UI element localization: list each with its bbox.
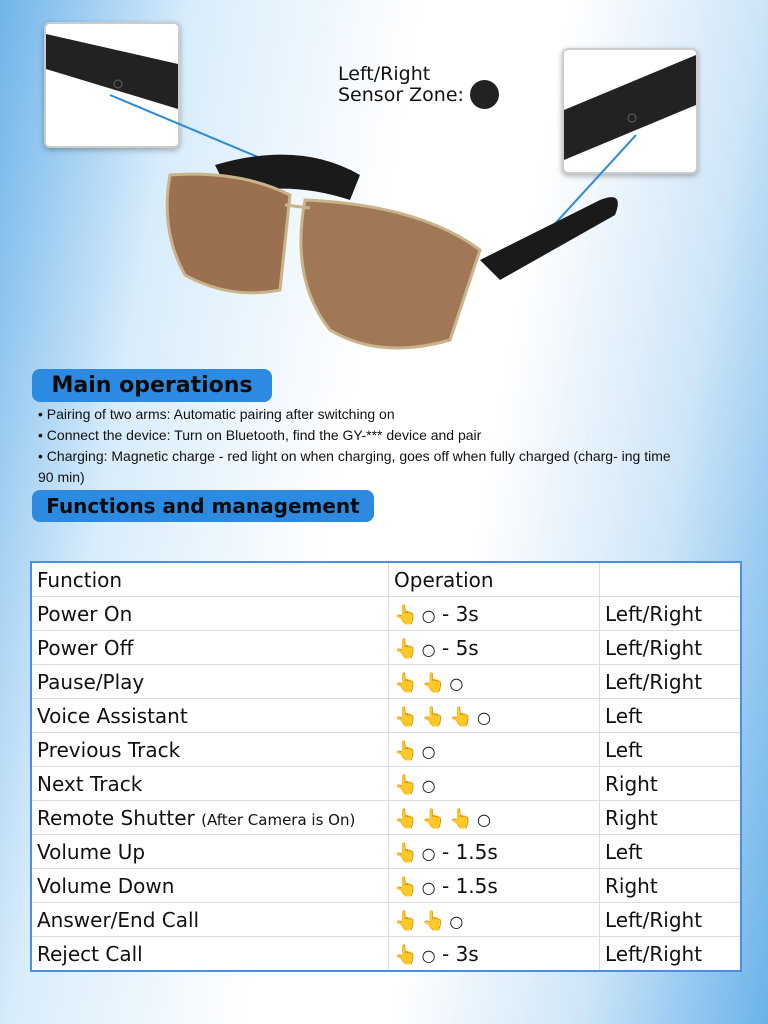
function-cell [31, 631, 389, 665]
operation-cell [389, 699, 600, 733]
main-operations-heading: Main operations [32, 369, 272, 402]
tap-hand-icon: 👆 [394, 705, 418, 728]
sensor-circle-icon: ○ [449, 673, 464, 693]
tap-hand-icon: 👆 [421, 909, 446, 932]
tap-hand-icon: 👆 [449, 807, 474, 830]
side-cell: Left [600, 699, 742, 733]
tap-hand-icon: 👆 [449, 705, 474, 728]
side-cell: Left/Right [600, 665, 742, 699]
side-cell: Right [600, 801, 742, 835]
function-name: Volume Down [37, 873, 175, 898]
tap-hand-icon: 👆 [394, 807, 418, 830]
table-row [31, 597, 741, 631]
glasses-image [0, 0, 768, 370]
function-note: (After Camera is On) [201, 810, 356, 829]
main-operations-list [38, 404, 688, 488]
table-row [31, 733, 741, 767]
operation-cell [389, 801, 600, 835]
tap-hand-icon: 👆 [421, 705, 446, 728]
operation-cell [389, 767, 600, 801]
sensor-circle-icon: ○ [421, 945, 436, 965]
sensor-circle-icon: ○ [421, 639, 436, 659]
sensor-circle-icon: ○ [477, 707, 491, 727]
header-side [600, 562, 742, 597]
table-header-row [31, 562, 741, 597]
duration: - 1.5s [442, 873, 498, 898]
operation-cell [389, 733, 600, 767]
tap-hand-icon: 👆 [394, 603, 418, 626]
function-name: Volume Up [37, 839, 146, 864]
table-row [31, 835, 741, 869]
duration: - 3s [442, 941, 479, 966]
side-cell: Right [600, 767, 742, 801]
operation-cell [389, 665, 600, 699]
sensor-circle-icon: ○ [421, 605, 436, 625]
table-row [31, 903, 741, 937]
table-row [31, 665, 741, 699]
tap-hand-icon: 👆 [421, 807, 446, 830]
function-name: Reject Call [37, 941, 143, 966]
function-name: Next Track [37, 771, 143, 796]
function-name: Power Off [37, 635, 134, 660]
function-cell [31, 937, 389, 972]
operation-cell [389, 835, 600, 869]
function-name: Pause/Play [37, 669, 145, 694]
table-row [31, 937, 741, 972]
sensor-dot-icon [470, 80, 499, 109]
duration: - 3s [442, 601, 479, 626]
functions-heading: Functions and management [32, 490, 374, 522]
side-cell: Left/Right [600, 597, 742, 631]
tap-hand-icon: 👆 [394, 671, 418, 694]
bullet-connect: • Connect the device: Turn on Bluetooth, find the GY-*** device and pair [38, 427, 482, 443]
operation-cell [389, 869, 600, 903]
function-name: Remote Shutter [37, 805, 195, 830]
tap-hand-icon: 👆 [394, 841, 418, 864]
side-cell: Left [600, 835, 742, 869]
side-cell: Left/Right [600, 631, 742, 665]
sensor-label-line1: Left/Right [338, 63, 431, 85]
duration: - 5s [442, 635, 479, 660]
function-cell [31, 665, 389, 699]
side-cell: Left/Right [600, 937, 742, 972]
operation-cell [389, 937, 600, 972]
bullet-charging: • Charging: Magnetic charge - red light on when charging, goes off when fully charged (charg- ing time 90 min) [38, 448, 671, 485]
function-name: Previous Track [37, 737, 181, 762]
operation-cell [389, 903, 600, 937]
table-row [31, 801, 741, 835]
tap-hand-icon: 👆 [394, 943, 418, 966]
tap-hand-icon: 👆 [394, 909, 418, 932]
operation-cell [389, 597, 600, 631]
sensor-zone-label [338, 64, 464, 106]
tap-hand-icon: 👆 [394, 773, 418, 796]
function-name: Answer/End Call [37, 907, 200, 932]
bullet-pairing: • Pairing of two arms: Automatic pairing after switching on [38, 406, 395, 422]
side-cell: Left [600, 733, 742, 767]
function-cell [31, 699, 389, 733]
tap-hand-icon: 👆 [421, 671, 446, 694]
sensor-circle-icon: ○ [421, 877, 436, 897]
sensor-circle-icon: ○ [421, 843, 436, 863]
sensor-label-line2: Sensor Zone: [338, 84, 464, 106]
duration: - 1.5s [442, 839, 498, 864]
header-operation: Operation [389, 562, 600, 597]
table-row [31, 869, 741, 903]
sensor-circle-icon: ○ [477, 809, 491, 829]
functions-table [30, 561, 742, 972]
table-row [31, 699, 741, 733]
table-row [31, 631, 741, 665]
side-cell: Left/Right [600, 903, 742, 937]
function-cell [31, 733, 389, 767]
function-name: Voice Assistant [37, 703, 188, 728]
sensor-circle-icon: ○ [421, 741, 436, 761]
table-row [31, 767, 741, 801]
header-function: Function [31, 562, 389, 597]
sensor-circle-icon: ○ [421, 775, 436, 795]
function-cell [31, 597, 389, 631]
function-name: Power On [37, 601, 133, 626]
function-cell [31, 903, 389, 937]
operation-cell [389, 631, 600, 665]
function-cell [31, 869, 389, 903]
tap-hand-icon: 👆 [394, 637, 418, 660]
tap-hand-icon: 👆 [394, 875, 418, 898]
function-cell [31, 801, 389, 835]
sensor-circle-icon: ○ [449, 911, 464, 931]
function-cell [31, 835, 389, 869]
function-cell [31, 767, 389, 801]
side-cell: Right [600, 869, 742, 903]
tap-hand-icon: 👆 [394, 739, 418, 762]
